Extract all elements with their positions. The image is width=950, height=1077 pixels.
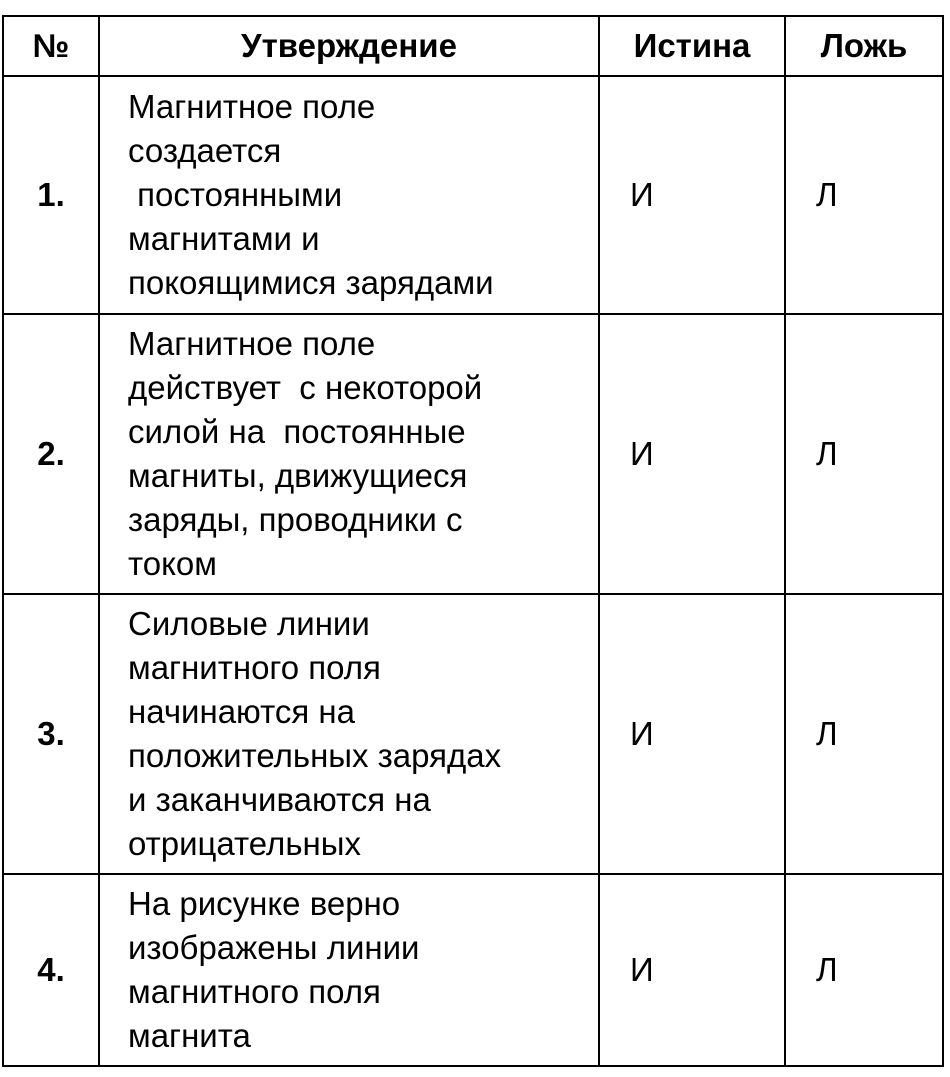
table-header-row [3, 16, 943, 76]
statement-line: изображены линии [128, 929, 420, 966]
statement-line: заряды, проводники с [128, 501, 463, 538]
table-row [3, 314, 943, 594]
statement-text [99, 76, 599, 314]
statements-table [2, 15, 944, 1067]
statement-line: магнита [128, 1017, 251, 1054]
statement-line: магниты, движущиеся [128, 457, 468, 494]
true-option[interactable]: И [599, 76, 785, 314]
header-statement: Утверждение [99, 16, 599, 76]
false-option[interactable]: Л [785, 76, 943, 314]
statement-line: создается [128, 132, 282, 169]
row-number: 4. [3, 874, 99, 1066]
statement-line: отрицательных [128, 825, 361, 862]
table-row [3, 76, 943, 314]
statement-line: и заканчиваются на [128, 781, 431, 818]
statement-line: Магнитное поле [128, 325, 376, 362]
statement-line: магнитного поля [128, 973, 381, 1010]
statement-line: Магнитное поле [128, 88, 376, 125]
true-option[interactable]: И [599, 594, 785, 874]
statement-line: положительных зарядах [128, 737, 502, 774]
statement-text [99, 314, 599, 594]
false-option[interactable]: Л [785, 314, 943, 594]
statement-line: силой на постоянные [128, 413, 466, 450]
header-true: Истина [599, 16, 785, 76]
statement-text [99, 874, 599, 1066]
table-row [3, 594, 943, 874]
false-option[interactable]: Л [785, 874, 943, 1066]
row-number: 2. [3, 314, 99, 594]
statement-line: Силовые линии [128, 605, 370, 642]
statement-line: действует с некоторой [128, 369, 483, 406]
statement-line: магнитами и [128, 220, 320, 257]
row-number: 3. [3, 594, 99, 874]
header-false: Ложь [785, 16, 943, 76]
statement-line: На рисунке верно [128, 885, 401, 922]
statement-text [99, 594, 599, 874]
statement-line: начинаются на [128, 693, 355, 730]
statement-line: током [128, 545, 217, 582]
false-option[interactable]: Л [785, 594, 943, 874]
row-number: 1. [3, 76, 99, 314]
header-num: № [3, 16, 99, 76]
statement-line: покоящимися зарядами [128, 264, 494, 301]
table-row [3, 874, 943, 1066]
true-option[interactable]: И [599, 314, 785, 594]
statement-line: магнитного поля [128, 649, 381, 686]
true-option[interactable]: И [599, 874, 785, 1066]
statement-line: постоянными [128, 176, 343, 213]
